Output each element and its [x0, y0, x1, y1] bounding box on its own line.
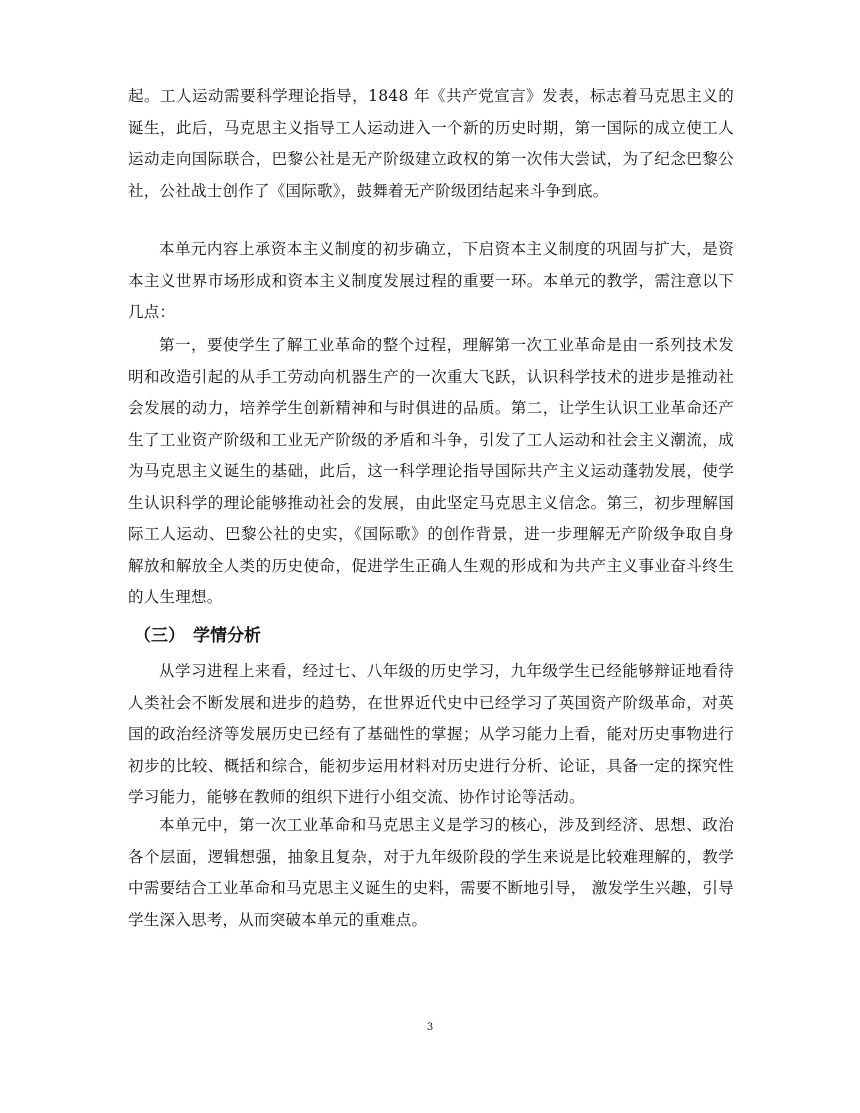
page-number: 3	[426, 1022, 434, 1033]
body-paragraph-teaching-points: 第一，要使学生了解工业革命的整个过程，理解第一次工业革命是由一系列技术发明和改造引起的从手工劳动向机器生产的一次重大飞跃，认识科学技术的进步是推动社会发展的动力，培养学生创新精神和与时俱进的品质。第二，让学生认识工业革命还产生了工业资产阶级和工业无产阶级的矛盾和斗争，引发了工人运动和社会主义潮流，成为马克思主义诞生的基础，此后，这一科学理论指导国际共产主义运动蓬勃发展，使学生认识科学的理论能够推动社会的发展，由此坚定马克思主义信念。第三，初步理解国际工人运动、巴黎公社的史实，《国际歌》的创作背景，进一步理解无产阶级争取自身解放和解放全人类的历史使命，促进学生正确人生观的形成和为共产主义事业奋斗终生的人生理想。	[128, 336, 734, 606]
section-heading-title: 学情分析	[193, 626, 261, 646]
section-heading-number: （三）	[134, 626, 185, 646]
section-heading	[128, 621, 261, 651]
body-paragraph-continuation: 起。工人运动需要科学理论指导，1848 年《共产党宣言》发表，标志着马克思主义的诞生，此后，马克思主义指导工人运动进入一个新的历史时期，第一国际的成立使工人运动走向国际联合，巴黎公社是无产阶级建立政权的第一次伟大尝试，为了纪念巴黎公社，公社战士创作了《国际歌》，鼓舞着无产阶级团结起来斗争到底。	[128, 87, 734, 200]
body-paragraph-unit-difficulty: 本单元中，第一次工业革命和马克思主义是学习的核心，涉及到经济、思想、政治各个层面，逻辑想强，抽象且复杂，对于九年级阶段的学生来说是比较难理解的，教学中需要结合工业革命和马克思主义诞生的史料，需要不断地引导， 激发学生兴趣，引导学生深入思考，从而突破本单元的重难点。	[128, 816, 734, 929]
body-paragraph-unit-context: 本单元内容上承资本主义制度的初步确立，下启资本主义制度的巩固与扩大，是资本主义世界市场形成和资本主义制度发展过程的重要一环。本单元的教学，需注意以下几点：	[128, 240, 734, 321]
body-paragraph-learning-progress: 从学习进程上来看，经过七、八年级的历史学习，九年级学生已经能够辩证地看待人类社会不断发展和进步的趋势，在世界近代史中已经学习了英国资产阶级革命，对英国的政治经济等发展历史已经有了基础性的掌握；从学习能力上看，能对历史事物进行初步的比较、概括和综合，能初步运用材料对历史进行分析、论证，具备一定的探究性学习能力，能够在教师的组织下进行小组交流、协作讨论等活动。	[128, 662, 734, 806]
